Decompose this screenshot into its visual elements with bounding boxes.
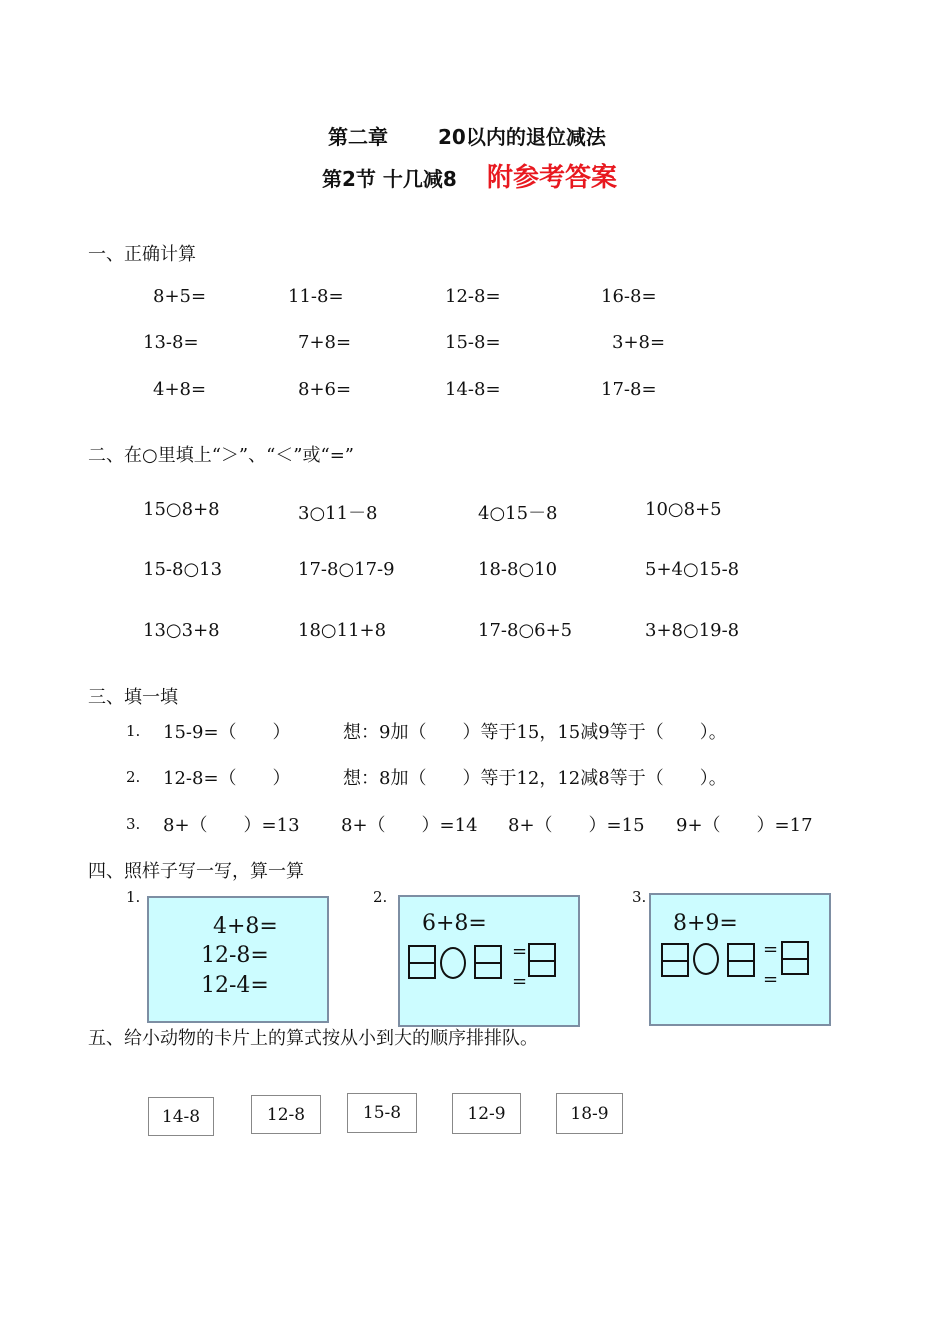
compare-item: 18○11+8 bbox=[298, 620, 387, 641]
blank-square bbox=[661, 943, 689, 977]
equals-sign: = bbox=[763, 969, 779, 990]
part3-heading: 三、填一填 bbox=[88, 687, 178, 708]
chapter-label: 第二章 bbox=[328, 125, 388, 149]
blank-square bbox=[408, 945, 436, 979]
box-equation: 12-4= bbox=[201, 973, 269, 998]
example-box-1 bbox=[147, 896, 329, 1023]
equals-sign: = bbox=[512, 941, 528, 962]
section-title: 第2节 十几减8 bbox=[322, 167, 457, 191]
fill-think: 想：9加（ ）等于15，15减9等于（ ）。 bbox=[343, 722, 727, 743]
compare-item: 15-8○13 bbox=[143, 559, 223, 580]
calc-item: 3+8= bbox=[612, 332, 666, 353]
compare-item: 3○11－8 bbox=[298, 503, 378, 524]
compare-item: 3+8○19-8 bbox=[645, 620, 740, 641]
equals-sign: = bbox=[763, 939, 779, 960]
calc-item: 15-8= bbox=[445, 332, 501, 353]
animal-card: 15-8 bbox=[347, 1093, 417, 1133]
part5-heading: 五、给小动物的卡片上的算式按从小到大的顺序排排队。 bbox=[88, 1028, 538, 1049]
compare-item: 15○8+8 bbox=[143, 499, 220, 520]
fill-equation: 15-9=（ ） bbox=[163, 722, 291, 743]
example-number: 2. bbox=[373, 888, 388, 906]
animal-card: 12-9 bbox=[452, 1093, 521, 1134]
example-box-2 bbox=[398, 895, 580, 1027]
part1-heading: 一、正确计算 bbox=[88, 244, 196, 265]
blank-square bbox=[727, 943, 755, 977]
item-number: 3. bbox=[126, 815, 141, 833]
fill-blank: 8+（ ）=15 bbox=[508, 815, 645, 836]
calc-item: 12-8= bbox=[445, 286, 501, 307]
calc-item: 17-8= bbox=[601, 379, 657, 400]
part4-heading: 四、照样子写一写，算一算 bbox=[88, 861, 304, 882]
example-number: 1. bbox=[126, 888, 141, 906]
item-number: 1. bbox=[126, 722, 141, 740]
calc-item: 4+8= bbox=[153, 379, 207, 400]
compare-item: 17-8○17-9 bbox=[298, 559, 395, 580]
box-equation: 4+8= bbox=[213, 914, 278, 939]
compare-item: 17-8○6+5 bbox=[478, 620, 573, 641]
box-equation: 12-8= bbox=[201, 943, 269, 968]
blank-circle bbox=[440, 947, 466, 979]
equals-sign: = bbox=[512, 971, 528, 992]
fill-equation: 12-8=（ ） bbox=[163, 768, 291, 789]
animal-card: 12-8 bbox=[251, 1095, 321, 1134]
animal-card: 18-9 bbox=[556, 1093, 623, 1134]
calc-item: 13-8= bbox=[143, 332, 199, 353]
fill-blank: 9+（ ）=17 bbox=[676, 815, 813, 836]
chapter-title: 20以内的退位减法 bbox=[438, 125, 606, 149]
blank-square bbox=[781, 941, 809, 975]
calc-item: 11-8= bbox=[288, 286, 344, 307]
calc-item: 8+5= bbox=[153, 286, 207, 307]
fill-think: 想：8加（ ）等于12，12减8等于（ ）。 bbox=[343, 768, 727, 789]
compare-item: 5+4○15-8 bbox=[645, 559, 740, 580]
calc-item: 16-8= bbox=[601, 286, 657, 307]
item-number: 2. bbox=[126, 768, 141, 786]
blank-square bbox=[474, 945, 502, 979]
part2-heading: 二、在○里填上“＞”、“＜”或“=” bbox=[88, 445, 354, 466]
calc-item: 14-8= bbox=[445, 379, 501, 400]
box-equation: 8+9= bbox=[673, 911, 738, 936]
fill-blank: 8+（ ）=14 bbox=[341, 815, 478, 836]
blank-square bbox=[528, 943, 556, 977]
compare-item: 18-8○10 bbox=[478, 559, 558, 580]
calc-item: 7+8= bbox=[298, 332, 352, 353]
example-box-3 bbox=[649, 893, 831, 1026]
compare-item: 4○15－8 bbox=[478, 503, 558, 524]
animal-card: 14-8 bbox=[148, 1097, 214, 1136]
fill-blank: 8+（ ）=13 bbox=[163, 815, 300, 836]
blank-circle bbox=[693, 943, 719, 975]
compare-item: 10○8+5 bbox=[645, 499, 722, 520]
example-number: 3. bbox=[632, 888, 647, 906]
compare-item: 13○3+8 bbox=[143, 620, 220, 641]
answer-note: 附参考答案 bbox=[487, 163, 618, 193]
box-equation: 6+8= bbox=[422, 911, 487, 936]
calc-item: 8+6= bbox=[298, 379, 352, 400]
